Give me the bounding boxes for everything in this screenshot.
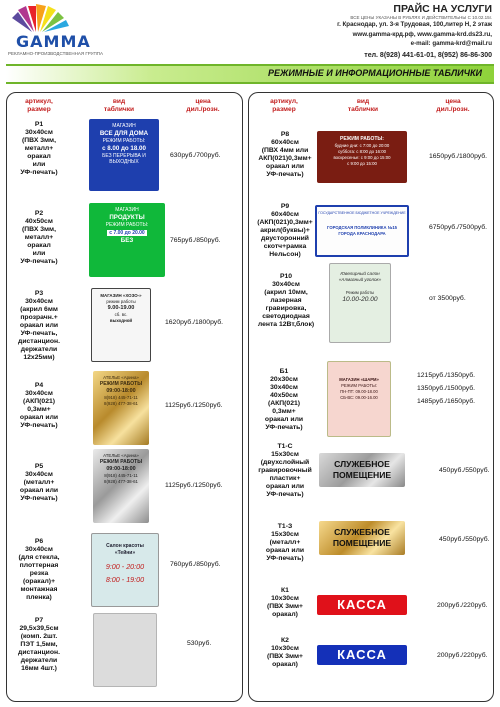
price-k1: 200руб./220руб.	[437, 602, 488, 609]
price-p7: 530руб.	[187, 640, 212, 647]
price-b1-20x30: 1215руб./1350руб.	[417, 372, 476, 379]
article-t1-s: Т1-С 15х30см (двухслойный гравировочный пластик+ оракал или УФ-печать)	[258, 443, 312, 498]
gamma-logo	[6, 4, 103, 62]
price-note: ВСЕ ЦЕНЫ УКАЗАНЫ В РУБЛЯХ И ДЕЙСТВИТЕЛЬНЫ С 10.02.15г.	[350, 15, 492, 20]
article-b1: Б1 20х30см 30х40см 40х50см (АКП(021) 0,3мм+ оракал или УФ-печать)	[264, 368, 304, 431]
sign-t1-z-preview: СЛУЖЕБНОЕ ПОМЕЩЕНИЕ	[319, 521, 405, 555]
article-k2: К2 10х30см (ПВХ 3мм+ оракал)	[266, 637, 304, 668]
article-k1: К1 10х30см (ПВХ 3мм+ оракал)	[266, 587, 304, 618]
column-header-price: цена дил./розн.	[186, 98, 220, 113]
email-link[interactable]: e-mail: gamma-krd@mail.ru	[410, 40, 492, 47]
column-header-code-right: артикул, размер	[270, 98, 298, 113]
article-p8: Р8 60х40см (ПВХ 4мм или АКП(021)0,3мм+ оракал или УФ-печать)	[258, 131, 312, 178]
website-links[interactable]: www.gamma-крд.рф, www.gamma-krd.ds23.ru,	[352, 31, 492, 38]
sign-p4-preview: АТЕЛЬЕ «Арина» РЕЖИМ РАБОТЫ 09:00-18:00 8(918) 445-71-11 8(928) 477-38-61	[93, 371, 149, 445]
price-p5: 1125руб./1250руб.	[165, 482, 223, 489]
address: г. Краснодар, ул. 3-я Трудовая, 100,литер Н, 2 этаж	[337, 21, 492, 28]
column-header-view: вид таблички	[103, 98, 135, 113]
sign-t1-s-preview: СЛУЖЕБНОЕ ПОМЕЩЕНИЕ	[319, 453, 405, 487]
article-p5: Р5 30х40см (металл+ оракал или УФ-печать)	[19, 463, 59, 502]
sign-k2-preview: КАССА	[317, 645, 407, 665]
article-t1-z: Т1-З 15х30см (металл+ оракал или УФ-печать)	[265, 523, 305, 562]
sign-p3-preview: МАГАЗИН «ХОЗО-» режим работы 9.00-19.00 сб. вс. выходной	[91, 288, 151, 362]
price-p4: 1125руб./1250руб.	[165, 402, 223, 409]
price-p6: 760руб./850руб.	[170, 561, 221, 568]
price-b1-30x40: 1350руб./1500руб.	[417, 385, 476, 392]
page-header	[0, 0, 500, 64]
logo-subtitle: РЕКЛАМНО-ПРОИЗВОДСТВЕННАЯ ГРУППА	[8, 51, 103, 56]
logo-wordmark: GAMMA	[16, 32, 91, 51]
price-p8: 1650руб./1800руб.	[429, 153, 488, 160]
price-t1-z: 450руб./550руб.	[439, 536, 490, 543]
column-header-view-right: вид таблички	[347, 98, 379, 113]
left-price-table	[6, 92, 243, 702]
article-p4: Р4 30х40см (АКП(021) 0,3мм+ оракал или УФ-печать)	[19, 382, 59, 429]
price-k2: 200руб./220руб.	[437, 652, 488, 659]
right-price-table	[248, 92, 494, 702]
article-p7: Р7 29,5х39,5см (комп. 2шт. ПЭТ 1,5мм, дистанцион. держатели 16мм 4шт.)	[18, 617, 60, 672]
section-title: РЕЖИМНЫЕ И ИНФОРМАЦИОННЫЕ ТАБЛИЧКИ	[267, 68, 482, 78]
sign-p6-preview: Салон красоты «Тейни» 9:00 - 20:00 8:00 - 19:00	[91, 533, 159, 607]
price-p10: от 3500руб.	[429, 295, 466, 302]
sign-p5-preview: АТЕЛЬЕ «Арина» РЕЖИМ РАБОТЫ 09:00-18:00 8(918) 445-71-11 8(928) 477-38-61	[93, 449, 149, 523]
sign-p7-preview	[93, 613, 157, 687]
section-title-bar	[6, 64, 494, 84]
article-p1: Р1 30х40см (ПВХ 3мм, металл+ оракал или УФ-печать)	[20, 121, 58, 176]
sign-k1-preview: КАССА	[317, 595, 407, 615]
price-p2: 765руб./850руб.	[170, 237, 221, 244]
phone-numbers: тел. 8(928) 441-61-01, 8(952) 86-86-300	[364, 52, 492, 59]
article-p2: Р2 40х50см (ПВХ 3мм, металл+ оракал или УФ-печать)	[20, 210, 58, 265]
sign-p8-preview: РЕЖИМ РАБОТЫ: будние дни: с 7:00 до 20:00 суббота: с 8:00 до 16:00 воскресенье: с 9:00 до 15:00 с 9:00 до 15:00	[317, 131, 407, 183]
column-header-price-right: цена дил./розн.	[436, 98, 470, 113]
price-p1: 630руб./700руб.	[170, 152, 221, 159]
column-header-code: артикул, размер	[25, 98, 53, 113]
sign-b1-preview: МАГАЗИН «ШАРМ» РЕЖИМ РАБОТЫ: ПН-ПТ: 09.00-18.00 СБ-ВС: 09.00-16.00	[327, 361, 391, 437]
price-p3: 1620руб./1800руб.	[165, 319, 224, 326]
price-b1-40x50: 1485руб./1650руб.	[417, 398, 476, 405]
article-p10: Р10 30х40см (акрил 10мм, лазерная гравировка, светодиодная лента 12Вт,блок)	[257, 273, 315, 328]
article-p9: Р9 60х40см (АКП(021)0,3мм+ акрил(буквы)+ двусторонний скотч+рамка Нельсон)	[257, 203, 313, 258]
sign-p10-preview: Ювелирный салон «Алмазный уголок» Режим работы 10.00-20.00	[329, 263, 391, 343]
sign-p1-preview: МАГАЗИН ВСЕ ДЛЯ ДОМА РЕЖИМ РАБОТЫ: с 8.00 до 18.00 БЕЗ ПЕРЕРЫВА И ВЫХОДНЫХ	[89, 119, 159, 191]
sign-p9-preview: ГОСУДАРСТВЕННОЕ БЮДЖЕТНОЕ УЧРЕЖДЕНИЕ ГОРОДСКАЯ ПОЛИКЛИНИКА №15 ГОРОДА КРАСНОДАРА	[315, 205, 409, 257]
price-list-title: ПРАЙС НА УСЛУГИ	[393, 3, 492, 15]
sign-p2-preview: МАГАЗИН ПРОДУКТЫ РЕЖИМ РАБОТЫ: с 7.00 до 20.00 БЕЗ	[89, 203, 165, 277]
price-t1-s: 450руб./550руб.	[439, 467, 490, 474]
price-p9: 6750руб./7500руб.	[429, 224, 488, 231]
article-p3: Р3 30х40см (акрил 6мм прозрачн.+ оракал или УФ-печать, дистанцион. держатели 12х25мм)	[18, 290, 60, 361]
article-p6: Р6 30х40см (для стекла, плоттерная резка (оракал)+ монтажная пленка)	[18, 538, 60, 601]
